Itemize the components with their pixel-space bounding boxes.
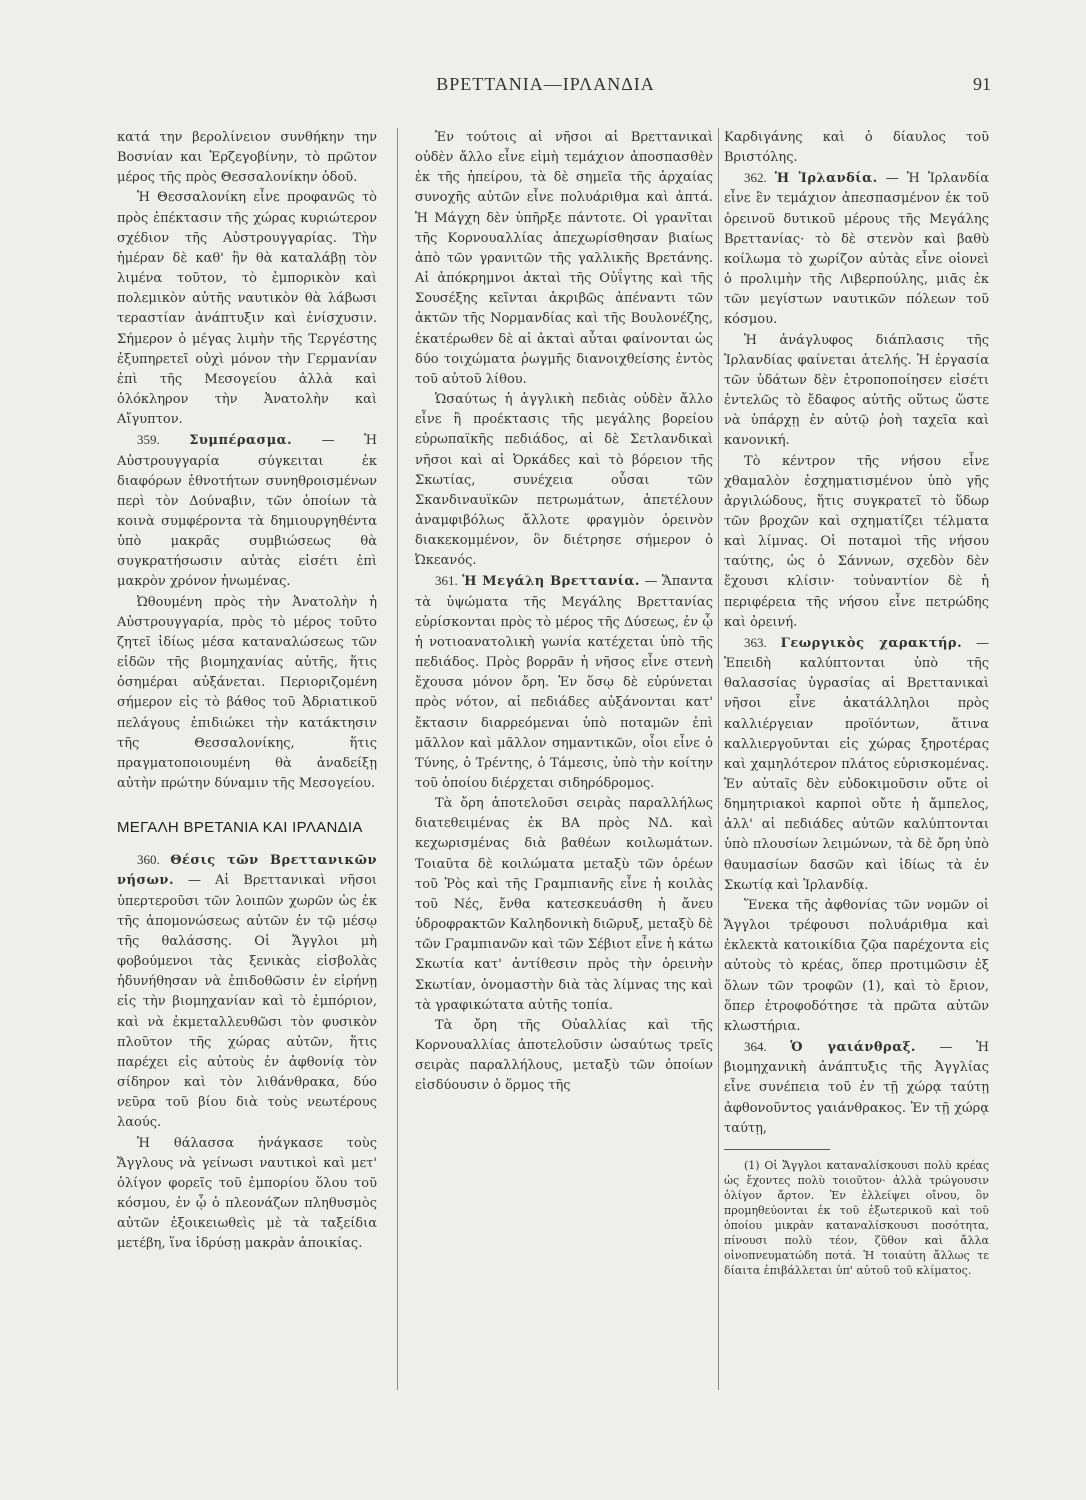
paragraph: Ὡσαύτως ἡ ἀγγλικὴ πεδιὰς οὐδὲν ἄλλο εἶνε ἢ προέκτασις τῆς μεγάλης βορείου εὐρωπαϊκῆς πεδιάδος, αἱ δὲ Σετλανδικαὶ νῆσοι καὶ αἱ Ὀρκάδες καὶ τὸ βόρειον τῆς Σκωτίας, συνέχεια οὖσαι τῶν Σκανδιναυϊκῶν πετρωμάτων, ἀπετέλουν ἀναμφιβόλως ἄλλοτε φραγμὸν ὀρεινὸν διακεκομμένον, ὃν διέτρησε σήμερον ὁ Ὠκεανός. [415,392,713,569]
page-number: 91 [973,74,991,94]
section-363 [724,633,989,896]
section-title: Ἡ Μεγάλη Βρεττανία. [462,574,640,590]
paragraph: Ἐν τούτοις αἱ νῆσοι αἱ Βρεττανικαὶ οὐδὲν ἄλλο εἶνε εἰμὴ τεμάχιον ἀποσπασθὲν ἐκ τῆς ἠπείρου, τὰ δὲ σημεῖα τῆς ἀρχαίας συνοχῆς αὐτῶν εἶνε πολυάριθμα καὶ ἀπτά. Ἡ Μάγχη δὲν ὑπῆρξε πάντοτε. Οἱ γρανῖται τῆς Κορνουαλλίας ἀπεχωρίσθησαν βιαίως ἀπὸ τῶν γρανιτῶν τῆς γαλλικῆς Βρετάνης. Αἱ ἀπόκρημνοι ἀκταὶ τῆς Οὐΐγτης καὶ τῆς Σουσέξης κεῖνται ἀκριβῶς ἀπέναντι τῶν ἀκτῶν τῆς Νορμανδίας καὶ τῆς Βουλονέζης, ἑκατέρωθεν δὲ αἱ ἀκταὶ αὗται φαίνονται ὡς δύο τοιχώματα ῥωγμῆς διανοιχθείσης ἐντὸς τοῦ αὐτοῦ λίθου. [415,130,713,387]
paragraph: Τὰ ὄρη ἀποτελοῦσι σειρὰς παραλλήλως διατεθειμένας ἐκ ΒΑ πρὸς ΝΔ. καὶ κεχωρισμένας διὰ βαθέων κοιλωμάτων. Τοιαῦτα δὲ κοιλώματα μεταξὺ τῶν ὀρέων τοῦ Ῥὸς καὶ τῆς Γραμπιανῆς εἶνε ἡ κοιλὰς τοῦ Νές, ἔνθα κατεσκευάσθη ἡ ἄνευ ὑδροφρακτῶν Καληδονικὴ διῶρυξ, μεταξὺ δὲ τῶν Γραμπιανῶν καὶ τῶν Σέβιοτ εἶνε ἡ κάτω Σκωτία κατ' ἀντίθεσιν πρὸς τὴν ὀρεινὴν Σκωτίαν, ὀνομαστὴν διὰ τὰς λίμνας της καὶ τὰ γραφικώτατα αὐτῆς τοπία. [415,796,713,1013]
section-number: 363. [744,634,767,650]
paragraph: κατά την βερολίνειον συνθήκην την Βοσνίαν και Ἑρζεγοβίνην, τὸ πρῶτον μέρος τῆς πρὸς Θεσσαλονίκην ὁδοῦ. [117,130,377,186]
left-column [117,128,377,1254]
section-title: Ὁ γαιάνθραξ. [790,1040,916,1056]
section-text: — Ἡ Ἰρλανδία εἶνε ἓν τεμάχιον ἀπεσπασμένον ἐκ τοῦ ὀρεινοῦ δυτικοῦ μέρους τῆς Μεγάλης Βρεττανίας· τὸ δὲ στενὸν καὶ βαθὺ κοίλωμα τὸ χωρίζον αὐτὰς εἶνε οἱονεὶ ὁ προλιμὴν τῆς Λιβερπούλης, μιᾶς ἐκ τῶν μεγίστων ναυτικῶν πόλεων τοῦ κόσμου. [724,171,990,328]
section-text: — Ἡ Αὐστρουγγαρία σύγκειται ἐκ διαφόρων ἐθνοτήτων συνηθροισμένων περὶ τὸν Δούναβιν, τῶν ὁποίων τὰ κοινὰ συμφέροντα τὰ δημιουργηθέντα ὑπὸ μακρᾶς συμβιώσεως θὰ συγκρατήσωσιν αὐτὰς εἰσέτι ἐπὶ μακρὸν χρόνον ἡνωμένας. [117,433,377,590]
section-text: — Ἐπειδὴ καλύπτονται ὑπὸ τῆς θαλασσίας ὑγρασίας αἱ Βρεττανικαὶ νῆσοι εἶνε ἀκατάλληλοι πρὸς καλλιέργειαν προϊόντων, ἅτινα καλλιεργοῦνται εἰς χώρας ξηροτέρας καὶ χαμηλότερον πλάτος εὑρισκομένας. Ἐν αὐταῖς δὲν εὐδοκιμοῦσιν οὔτε οἱ δημητριακοὶ καρποὶ οὔτε ἡ ἄμπελος, ἀλλ' αἱ πεδιάδες αὐτῶν καλύπτονται ὑπὸ πλουσίων λειμώνων, τὰ δὲ ὄρη ὑπὸ θαυμασίων δασῶν καὶ ἰδίως τὰ ἐν Σκωτίᾳ καὶ Ἰρλανδίᾳ. [724,635,989,893]
section-number: 361. [435,573,458,589]
section-number: 359. [137,432,160,448]
section-text: — Αἱ Βρεττανικαὶ νῆσοι ὑπερτεροῦσι τῶν λοιπῶν χωρῶν ὡς ἐκ τῆς ἀπομονώσεως αὐτῶν ἐν τῷ μέσῳ τῆς θαλάσσης. Οἱ Ἄγγλοι μὴ φοβούμενοι τὰς ξενικὰς εἰσβολὰς ἠδυνήθησαν νὰ ἐπιδοθῶσιν ἐν εἰρήνῃ εἰς τὴν βιομηχανίαν καὶ τὸ ἐμπόριον, καὶ νὰ ἐκμεταλλευθῶσι τὸν φυσικὸν πλοῦτον τῆς χώρας αὐτῶν, ἥτις παρέχει εἰς αὐτοὺς ἐν ἀφθονίᾳ τὸν σίδηρον καὶ τὸν λιθάνθρακα, δύο νεῦρα τοῦ βίου διὰ τοὺς νεωτέρους λαούς. [117,873,377,1131]
column-divider-left [397,128,398,1390]
section-title: Θέσις τῶν Βρεττανικῶν νήσων. [117,853,377,889]
section-number: 364. [744,1039,767,1055]
footnote: (1) Οἱ Ἄγγλοι καταναλίσκουσι πολὺ κρέας ὡς ἔχοντες πολὺ τοιοῦτον· ἀλλὰ τρώγουσιν ὀλίγον ἄρτον. Ἐν ἐλλείψει οἴνου, ὃν προμηθεύονται ἐκ τοῦ ἐξωτερικοῦ καὶ τοῦ ὁποίου μικρὰν καταναλίσκουσι ποσότητα, πίνουσι πολὺ τέον, ζῦθον καὶ ἄλλα οἰνοπνευματώδη ποτά. Ἡ τοιαύτη ἄλλως τε δίαιτα ἐπιβάλλεται ὑπ' αὐτοῦ τοῦ κλίματος. [724,1158,989,1277]
section-title: Συμπέρασμα. [189,433,293,449]
section-text: — Ἅπαντα τὰ ὑψώματα τῆς Μεγάλης Βρεττανίας εὑρίσκονται πρὸς τὸ μέρος τῆς Δύσεως, ἐν ᾧ ἡ νοτιοανατολικὴ γωνία κατέχεται ὑπὸ τῆς πεδιάδος. Πρὸς βορρᾶν ἡ νῆσος εἶνε στενὴ ἔχουσα μόνον ὄρη. Ἐν ὅσῳ δὲ εὐρύνεται πρὸς νότον, αἱ πεδιάδες αὐξάνονται κατ' ἔκτασιν διαρρεόμεναι ὑπὸ ποταμῶν ἐπὶ μᾶλλον καὶ μᾶλλον σημαντικῶν, οἷοι εἶνε ὁ Τύνης, ὁ Τρέντης, ὁ Τάμεσις, ὑπὸ τὴν κοίτην τοῦ ὁποίου διέρχεται σιδηρόδρομος. [415,574,714,791]
middle-column [415,128,713,1097]
running-title: ΒΡΕΤΤΑΝΙΑ—ΙΡΛΑΝΔΙΑ [436,74,655,94]
paragraph: Ὠθουμένη πρὸς τὴν Ἀνατολὴν ἡ Αὐστρουγγαρία, πρὸς τὸ μέρος τοῦτο ζητεῖ ἰδίως μέσα καταναλώσεως τῶν εἰδῶν τῆς βιομηχανίας αὐτῆς, ἥτις ὁσημέραι αὐξάνεται. Περιοριζομένη σήμερον εἰς τὸ βάθος τοῦ Ἀδριατικοῦ πελάγους ἐπιδιώκει τὴν κατάκτησιν τῆς Θεσσαλονίκης, ἥτις πραγματοποιουμένη θὰ ἀναδείξῃ αὐτὴν πρώτην δύναμιν τῆς Μεσογείου. [117,594,377,791]
paragraph: Τὸ κέντρον τῆς νήσου εἶνε χθαμαλὸν ἐσχηματισμένον ὑπὸ γῆς ἀργιλώδους, ἥτις συγκρατεῖ τὸ ὕδωρ τῶν βροχῶν καὶ σχηματίζει τέλματα καὶ λίμνας. Οἱ ποταμοὶ τῆς νήσου ταύτης, ὡς ὁ Σάννων, σχεδὸν δὲν ἔχουσι κλίσιν· τοὐναντίον δὲ ἡ περιφέρεια τῆς νήσου εἶνε πετρώδης καὶ ὀρεινή. [724,453,989,630]
footnote-rule [724,1149,830,1150]
section-364 [724,1037,989,1139]
section-text: — Ἡ βιομηχανικὴ ἀνάπτυξις τῆς Ἀγγλίας εἶνε συνέπεια τοῦ ἐν τῇ χώρᾳ ταύτῃ ἀφθονοῦντος γαιάνθρακος. Ἐν τῇ χώρᾳ ταύτῃ, [724,1040,989,1136]
chapter-heading: ΜΕΓΑΛΗ ΒΡΕΤΑΝΙΑ ΚΑΙ ΙΡΛΑΝΔΙΑ [117,819,363,837]
paragraph: Ἡ ἀνάγλυφος διάπλασις τῆς Ἰρλανδίας φαίνεται ἀτελής. Ἡ ἐργασία τῶν ὑδάτων δὲν ἐτροποποίησεν εἰσέτι ἐντελῶς τὸ ἔδαφος αὐτῆς οὕτως ὥστε νὰ ὑπάρχῃ ἐν αὐτῷ ῥοὴ ταχεῖα καὶ κανονική. [724,332,989,449]
right-column [724,128,989,1278]
section-title: Ἡ Ἰρλανδία. [774,171,878,187]
section-number: 362. [744,170,767,186]
column-divider-right [718,128,719,1390]
paragraph: Ἕνεκα τῆς ἀφθονίας τῶν νομῶν οἱ Ἄγγλοι τρέφουσι πολυάριθμα καὶ ἐκλεκτὰ κατοικίδια ζῷα παρέχοντα εἰς αὐτοὺς τὸ κρέας, ὅπερ προτιμῶσιν ἐξ ὅλων τῶν τροφῶν (1), καὶ τὸ ἔριον, ὅπερ ἐτροφοδότησε τὰ πρῶτα αὐτῶν κλωστήρια. [724,897,989,1034]
section-title: Γεωργικὸς χαρακτήρ. [780,635,963,651]
section-359 [117,430,377,592]
section-362 [724,168,989,330]
paragraph: Ἡ Θεσσαλονίκη εἶνε προφανῶς τὸ πρὸς ἐπέκτασιν τῆς χώρας κυριώτερον σχέδιον τῆς Αὐστρουγγαρίας. Τὴν ἡμέραν δὲ καθ' ἣν θὰ καταλάβῃ τὸν λιμένα τοῦτον, τὸ ἐμπορικὸν καὶ πολεμικὸν αὐτῆς ναυτικὸν θὰ λάβωσι τεραστίαν ἀνάπτυξιν καὶ ἐνίσχυσιν. Σήμερον ὁ μέγας λιμὴν τῆς Τεργέστης ἐξυπηρετεῖ οὐχὶ μόνον τὴν Γερμανίαν ἐπὶ τῆς Μεσογείου ἀλλὰ καὶ ὁλόκληρον τὴν Ἀνατολὴν καὶ Αἴγυπτον. [117,190,377,428]
paragraph: Τὰ ὄρη τῆς Οὐαλλίας καὶ τῆς Κορνουαλλίας ἀποτελοῦσιν ὡσαύτως τρεῖς σειρὰς παραλλήλους, μεταξὺ τῶν ὁποίων εἰσδύουσιν ὁ ὅρμος τῆς [415,1017,713,1094]
section-360 [117,850,377,1133]
section-361 [415,571,713,794]
paragraph: Καρδιγάνης καὶ ὁ δίαυλος τοῦ Βριστόλης. [724,130,989,166]
running-head [100,74,991,98]
section-number: 360. [137,852,160,868]
paragraph: Ἡ θάλασσα ἠνάγκασε τοὺς Ἄγγλους νὰ γείνωσι ναυτικοὶ καὶ μετ' ὀλίγον φορεῖς τοῦ ἐμπορίου ὅλου τοῦ κόσμου, ἐν ᾧ ὁ πλεονάζων πληθυσμὸς αὐτῶν ἐξοικειωθεὶς μὲ τὰ ταξείδια μετέβη, ἵνα ἱδρύσῃ μακρὰν ἀποικίας. [117,1135,377,1252]
